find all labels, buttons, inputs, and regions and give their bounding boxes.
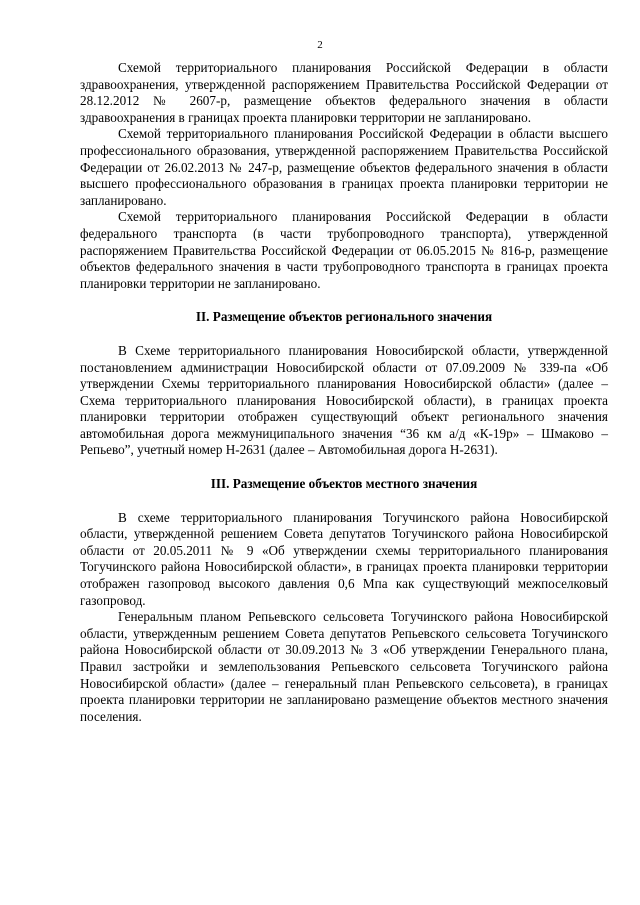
paragraph-federal-education: Схемой территориального планирования Российской Федерации в области высшего профессионального образования, утвержденной распоряжением Правительства Российской Федерации от 26.02.2013 № 247-р, размещение объектов федерального значения в области высшего профессионального образования в границах проекта планировки территории не запланировано. (80, 126, 608, 208)
paragraph-federal-healthcare: Схемой территориального планирования Российской Федерации в области здравоохранения, утвержденной распоряжением Правительства Российской Федерации от 28.12.2012 № 2607-р, размещение объектов федерального значения в области здравоохранения в границах проекта планировки территории не запланировано. (80, 60, 608, 125)
section-heading-local: III. Размещение объектов местного значения (210, 476, 478, 492)
paragraph-federal-transport: Схемой территориального планирования Российской Федерации в области федерального транспорта (в части трубопроводного транспорта), утвержденной распоряжением Правительства Российской Федерации от 06.05.2015 № 816-р, размещение объектов федерального значения в части трубопроводного транспорта в границах проекта планировки территории не запланировано. (80, 209, 608, 291)
paragraph-regional-scheme: В Схеме территориального планирования Новосибирской области, утвержденной постановлением администрации Новосибирской области от 07.09.2009 № 339-па «Об утверждении Схемы территориального планирования Новосибирской области» (далее – Схема территориального планирования Новосибирской области), в границах проекта планировки территории отображен существующий объект регионального значения автомобильная дорога межмуниципального значения “36 км а/д «К-19р» – Шмаково – Репьево”, учетный номер Н-2631 (далее – Автомобильная дорога Н-2631). (80, 342, 608, 458)
section-heading-regional: II. Размещение объектов регионального значения (195, 309, 493, 325)
page-number: 2 (317, 39, 323, 51)
paragraph-local-general-plan: Генеральным планом Репьевского сельсовета Тогучинского района Новосибирской области, утвержденным решением Совета депутатов Репьевского сельсовета Тогучинского района Новосибирской области от 30.09.2013 № 3 «Об утверждении Генерального плана, Правил застройки и землепользования Репьевского сельсовета Тогучинского района Новосибирской области» (далее – генеральный план Репьевского сельсовета), в границах проекта планировки территории не запланировано размещение объектов местного значения поселения. (80, 609, 608, 724)
document-body (80, 60, 608, 725)
paragraph-local-district-scheme: В схеме территориального планирования Тогучинского района Новосибирской области, утвержденной решением Совета депутатов Тогучинского района Новосибирской области от 20.05.2011 № 9 «Об утверждении схемы территориального планирования Тогучинского района Новосибирской области», в границах проекта планировки территории отображен газопровод высокого давления 0,6 Мпа как существующий межпоселковый газопровод. (80, 509, 608, 608)
